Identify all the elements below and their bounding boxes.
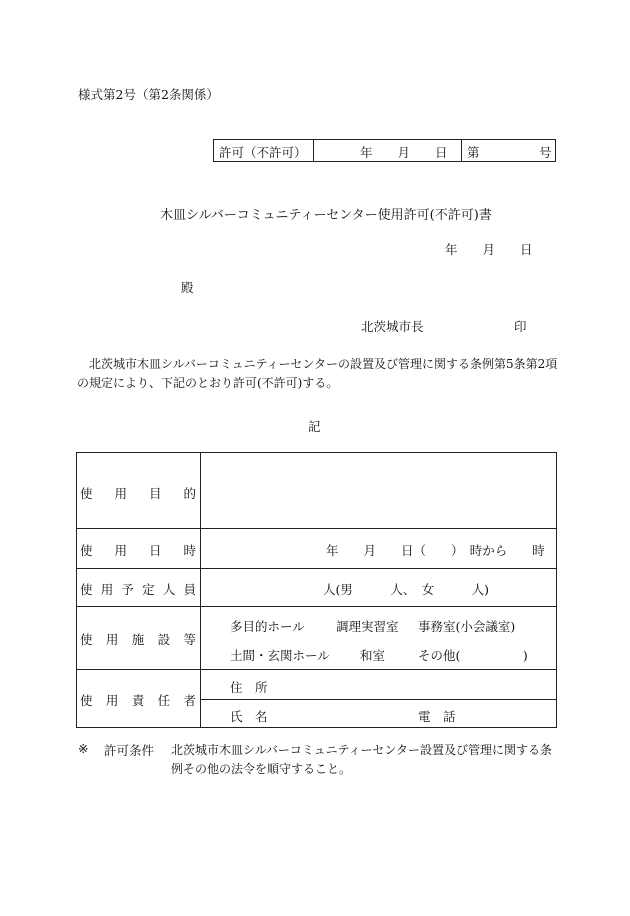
form-label: 様式第2号（第2条関係）: [78, 87, 219, 102]
note-line1: 北茨城市木皿シルバーコミュニティーセンター設置及び管理に関する条: [171, 743, 552, 757]
datetime-value: 年 月 日（ ） 時から 時: [326, 543, 545, 558]
note-line2: 例その他の法令を順守すること。: [171, 762, 352, 776]
address-label: 住 所: [230, 680, 268, 695]
addressee-suffix: 殿: [181, 280, 194, 295]
facility-option: 和室: [360, 648, 386, 663]
seal-mark: 印: [514, 319, 527, 334]
phone-label: 電 話: [418, 709, 456, 724]
facility-option: 土間・玄関ホール: [230, 648, 330, 663]
issue-date: 年 月 日: [445, 242, 533, 257]
facility-label: 使 用 施 設 等: [80, 632, 196, 647]
note-mark: ※: [78, 741, 89, 756]
facility-option: 調理実習室: [336, 619, 399, 634]
name-label: 氏 名: [230, 709, 268, 724]
document-title: 木皿シルバーコミュニティーセンター使用許可(不許可)書: [160, 208, 492, 223]
facility-option: その他( ): [418, 648, 528, 663]
permit-date: 年 月 日: [360, 145, 448, 160]
facility-option: 事務室(小会議室): [418, 619, 516, 634]
body-text-line2: の規定により、下記のとおり許可(不許可)する。: [77, 376, 339, 390]
ki-heading: 記: [308, 419, 321, 434]
note-heading: 許可条件: [104, 743, 155, 758]
permit-number-suffix: 号: [539, 145, 552, 160]
people-value: 人(男 人、 女 人): [323, 582, 490, 597]
datetime-label: 使 用 日 時: [80, 543, 196, 558]
permit-label: 許可（不許可）: [219, 145, 307, 160]
responsible-label: 使 用 責 任 者: [80, 693, 196, 708]
body-text-line1: 北茨城市木皿シルバーコミュニティーセンターの設置及び管理に関する条例第5条第2項: [89, 357, 558, 371]
issuer-name: 北茨城市長: [361, 319, 424, 334]
facility-option: 多目的ホール: [230, 619, 305, 634]
people-label: 使 用 予 定 人 員: [80, 582, 196, 597]
purpose-label: 使 用 目 的: [80, 486, 196, 501]
permit-number-prefix: 第: [467, 145, 480, 160]
